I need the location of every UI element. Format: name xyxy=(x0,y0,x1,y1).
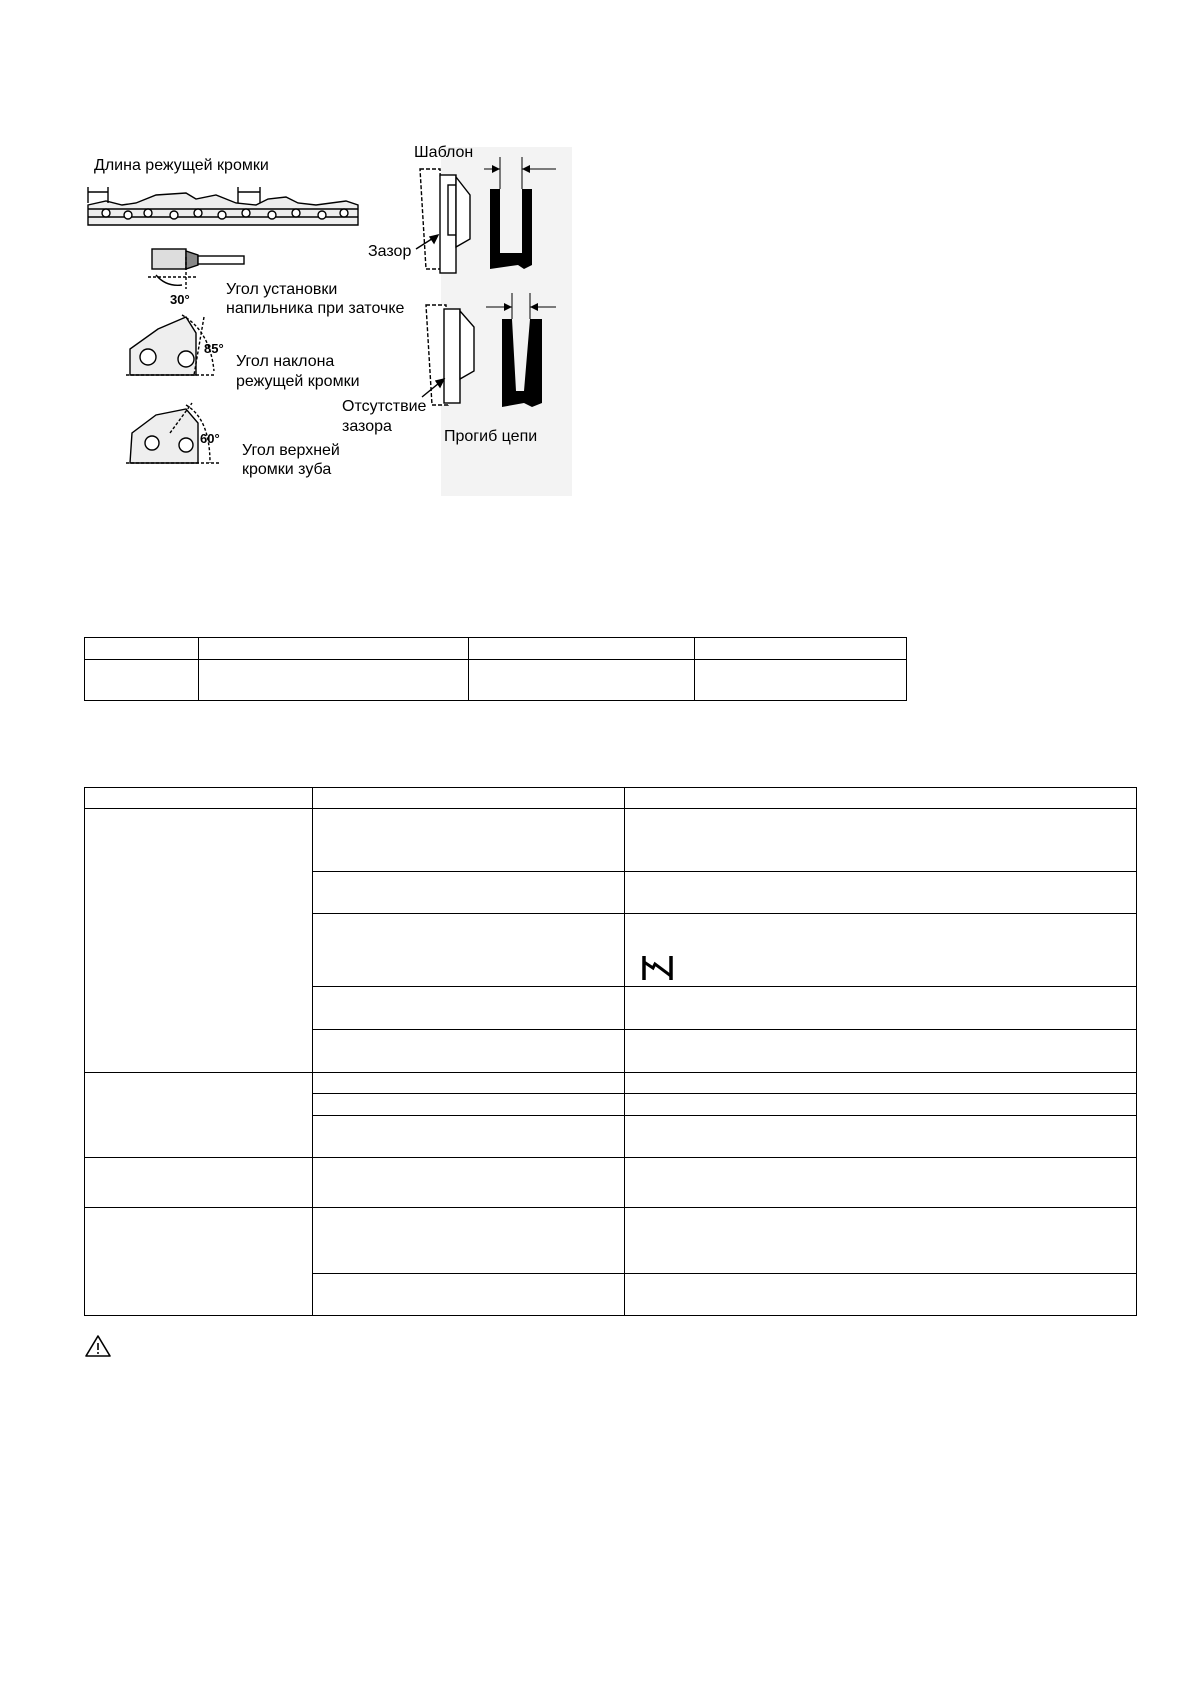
label-edge-tilt-2: режущей кромки xyxy=(236,373,360,390)
label-top-edge-value: 60° xyxy=(200,431,220,446)
label-file-angle-1: Угол установки xyxy=(226,281,338,298)
table-cell xyxy=(625,788,1137,809)
label-top-edge-2: кромки зуба xyxy=(242,461,332,478)
table-row xyxy=(85,1073,1137,1094)
table-cell xyxy=(469,638,695,660)
table-cell xyxy=(313,809,625,872)
table-cell xyxy=(469,660,695,701)
label-file-angle-value: 30° xyxy=(170,292,190,307)
specs-table xyxy=(84,637,907,701)
table-row xyxy=(85,660,907,701)
table-cell xyxy=(199,660,469,701)
table-cell xyxy=(85,1158,313,1208)
table-cell xyxy=(313,914,625,987)
table-cell xyxy=(625,809,1137,872)
table-cell xyxy=(85,1073,313,1158)
label-template: Шаблон xyxy=(414,144,474,161)
table-row xyxy=(85,1158,1137,1208)
table-cell xyxy=(313,1208,625,1274)
label-chain-deflection: Прогиб цепи xyxy=(444,428,538,445)
table-cell xyxy=(313,1073,625,1094)
table-cell xyxy=(625,914,1137,987)
table-cell xyxy=(313,1030,625,1073)
label-top-edge-1: Угол верхней xyxy=(242,442,340,459)
table-cell xyxy=(313,1094,625,1116)
tooth-tilt-drawing xyxy=(126,315,216,375)
label-edge-tilt-1: Угол наклона xyxy=(236,353,335,370)
label-no-gap-1: Отсутствие xyxy=(342,398,427,415)
table-cell xyxy=(625,1073,1137,1094)
table-cell xyxy=(85,638,199,660)
table-cell xyxy=(313,1158,625,1208)
table-cell xyxy=(85,809,313,1073)
label-no-gap-2: зазора xyxy=(342,418,392,435)
stop-switch-icon xyxy=(641,954,675,982)
table-cell xyxy=(625,1030,1137,1073)
table-cell xyxy=(313,1116,625,1158)
table-cell xyxy=(313,788,625,809)
table-cell xyxy=(313,987,625,1030)
troubleshooting-table xyxy=(84,787,1137,1316)
table-cell xyxy=(695,638,907,660)
table-cell xyxy=(625,1116,1137,1158)
table-cell xyxy=(625,1274,1137,1316)
table-cell xyxy=(625,1158,1137,1208)
label-file-angle-2: напильника при заточке xyxy=(226,300,405,317)
table-cell xyxy=(85,788,313,809)
saw-chain-drawing xyxy=(88,187,358,225)
table-cell xyxy=(199,638,469,660)
table-cell xyxy=(625,872,1137,914)
table-row xyxy=(85,1208,1137,1274)
chain-sharpening-figure xyxy=(86,144,572,496)
table-cell xyxy=(85,1208,313,1316)
label-cutting-edge-length: Длина режущей кромки xyxy=(94,157,269,174)
table-cell xyxy=(85,660,199,701)
table-row xyxy=(85,809,1137,872)
table-row xyxy=(85,638,907,660)
table-cell xyxy=(625,1094,1137,1116)
table-cell xyxy=(625,987,1137,1030)
table-cell xyxy=(313,1274,625,1316)
label-edge-tilt-value: 85° xyxy=(204,341,224,356)
table-row xyxy=(85,788,1137,809)
warning-triangle-icon xyxy=(84,1334,112,1358)
label-gap: Зазор xyxy=(368,243,412,260)
table-cell xyxy=(313,872,625,914)
table-cell xyxy=(695,660,907,701)
table-cell xyxy=(625,1208,1137,1274)
